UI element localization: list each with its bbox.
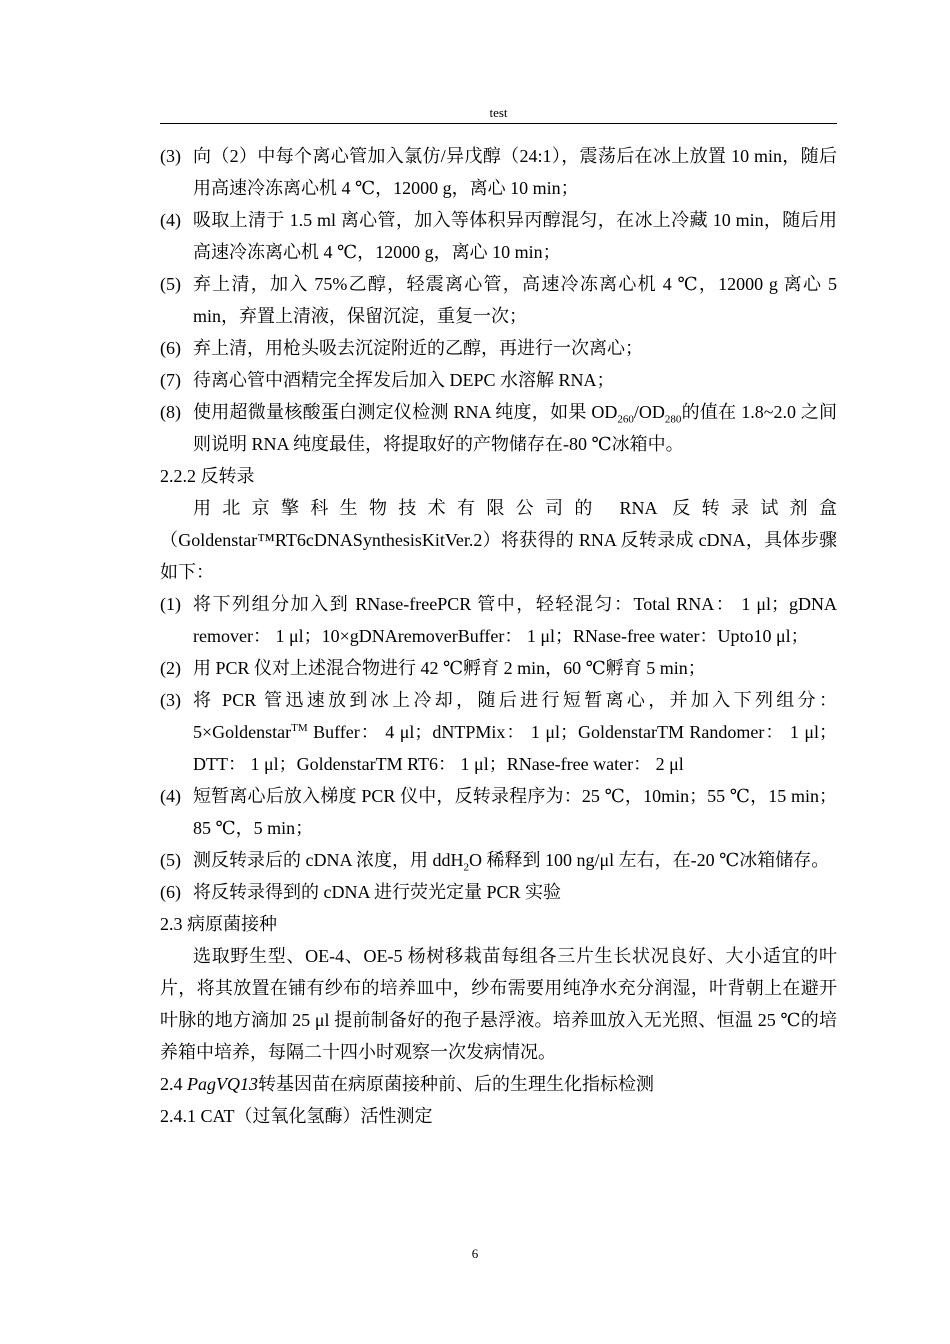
list-item-number: (3) bbox=[160, 146, 181, 166]
section-heading bbox=[160, 1068, 837, 1100]
section-number: 2.4 bbox=[160, 1074, 183, 1094]
list-item-text bbox=[193, 844, 837, 876]
list-item-text: 将下列组分加入到 RNase-freePCR 管中，轻轻混匀：Total RNA： 1 μl；gDNA remover： 1 μl；10×gDNAremoverBuffer： 1 μl；RNase-free water：Upto10 μl； bbox=[193, 594, 837, 646]
page-header: test bbox=[489, 105, 508, 120]
list-item-number: (6) bbox=[160, 338, 181, 358]
list-item-number: (6) bbox=[160, 882, 181, 902]
subscript: 260 bbox=[617, 413, 634, 426]
text-segment: Buffer： 4 μl；dNTPMix： 1 μl；GoldenstarTM Randomer： 1 μl；DTT： 1 μl；GoldenstarTM RT6： 1 μl；RNase-free water： 2 μl bbox=[193, 722, 837, 774]
text-segment: 将 PCR 管迅速放到冰上冷却，随后进行短暂离心，并加入下列组分：5×Goldenstar bbox=[193, 690, 837, 742]
list-item bbox=[160, 780, 837, 844]
list-item bbox=[160, 396, 837, 460]
list-item bbox=[160, 844, 837, 876]
list-item bbox=[160, 588, 837, 652]
paragraph: 用北京擎科生物技术有限公司的 RNA 反转录试剂盒（Goldenstar™RT6cDNASynthesisKitVer.2）将获得的 RNA 反转录成 cDNA，具体步骤如下： bbox=[160, 498, 837, 582]
list-item-number: (5) bbox=[160, 274, 181, 294]
text-segment: O 稀释到 100 ng/μl 左右，在-20 ℃冰箱储存。 bbox=[469, 850, 830, 870]
header-rule bbox=[160, 123, 837, 124]
list-item-number: (3) bbox=[160, 690, 181, 710]
list-item-text: 吸取上清于 1.5 ml 离心管，加入等体积异丙醇混匀，在冰上冷藏 10 min，随后用高速冷冻离心机 4 ℃，12000 g，离心 10 min； bbox=[193, 210, 837, 262]
list-item bbox=[160, 364, 837, 396]
list-item-text: 用 PCR 仪对上述混合物进行 42 ℃孵育 2 min，60 ℃孵育 5 min； bbox=[193, 658, 706, 678]
list-item-text: 向（2）中每个离心管加入氯仿/异戊醇（24:1），震荡后在冰上放置 10 min，随后用高速冷冻离心机 4 ℃，12000 g，离心 10 min； bbox=[193, 146, 837, 198]
list-item bbox=[160, 140, 837, 204]
paragraph: 选取野生型、OE-4、OE-5 杨树移栽苗每组各三片生长状况良好、大小适宜的叶片，将其放置在铺有纱布的培养皿中，纱布需要用纯净水充分润湿，叶背朝上在避开叶脉的地方滴加 25 μl 提前制备好的孢子悬浮液。培养皿放入无光照、恒温 25 ℃的培养箱中培养，每隔二十四小时观察一次发病情况。 bbox=[160, 946, 837, 1062]
list-item-text: 短暂离心后放入梯度 PCR 仪中，反转录程序为：25 ℃，10min；55 ℃，15 min；85 ℃，5 min； bbox=[193, 786, 837, 838]
subscript: 280 bbox=[664, 413, 682, 426]
section-heading: 2.2.2 反转录 bbox=[160, 466, 255, 486]
text-segment: /OD bbox=[633, 402, 665, 422]
page-number: 6 bbox=[471, 1246, 479, 1261]
list-item-text: 将反转录得到的 cDNA 进行荧光定量 PCR 实验 bbox=[193, 882, 562, 902]
text-segment: 的值在 1.8~2.0 之间则说明 RNA 纯度最佳，将提取好的产物储存在-80 ℃冰箱中。 bbox=[193, 402, 837, 454]
list-item bbox=[160, 204, 837, 268]
list-item bbox=[160, 268, 837, 332]
list-item-number: (5) bbox=[160, 850, 181, 870]
list-item-number: (7) bbox=[160, 370, 181, 390]
list-item-text: 弃上清，用枪头吸去沉淀附近的乙醇，再进行一次离心； bbox=[193, 338, 643, 358]
list-item bbox=[160, 876, 837, 908]
section-heading: 2.3 病原菌接种 bbox=[160, 914, 277, 934]
gene-name: PagVQ13 bbox=[187, 1074, 258, 1094]
list-item-number: (8) bbox=[160, 402, 181, 422]
text-segment: 测反转录后的 cDNA 浓度，用 ddH bbox=[193, 850, 464, 870]
list-item-text bbox=[193, 396, 837, 460]
list-item-text: 弃上清，加入 75%乙醇，轻震离心管，高速冷冻离心机 4 ℃，12000 g 离心 5 min，弃置上清液，保留沉淀，重复一次； bbox=[193, 274, 837, 326]
list-item bbox=[160, 684, 837, 780]
list-item-number: (4) bbox=[160, 210, 181, 230]
list-item-number: (1) bbox=[160, 594, 181, 614]
list-item-text: 待离心管中酒精完全挥发后加入 DEPC 水溶解 RNA； bbox=[193, 370, 615, 390]
text-segment: 使用超微量核酸蛋白测定仪检测 RNA 纯度，如果 OD bbox=[193, 402, 618, 422]
section-title: 转基因苗在病原菌接种前、后的生理生化指标检测 bbox=[258, 1074, 654, 1094]
list-item-number: (4) bbox=[160, 786, 181, 806]
document-body bbox=[160, 140, 837, 1132]
superscript: TM bbox=[291, 722, 308, 734]
list-item-number: (2) bbox=[160, 658, 181, 678]
section-heading: 2.4.1 CAT（过氧化氢酶）活性测定 bbox=[160, 1106, 433, 1126]
list-item-text bbox=[193, 684, 837, 780]
subscript: 2 bbox=[463, 861, 469, 874]
list-item bbox=[160, 332, 837, 364]
list-item bbox=[160, 652, 837, 684]
